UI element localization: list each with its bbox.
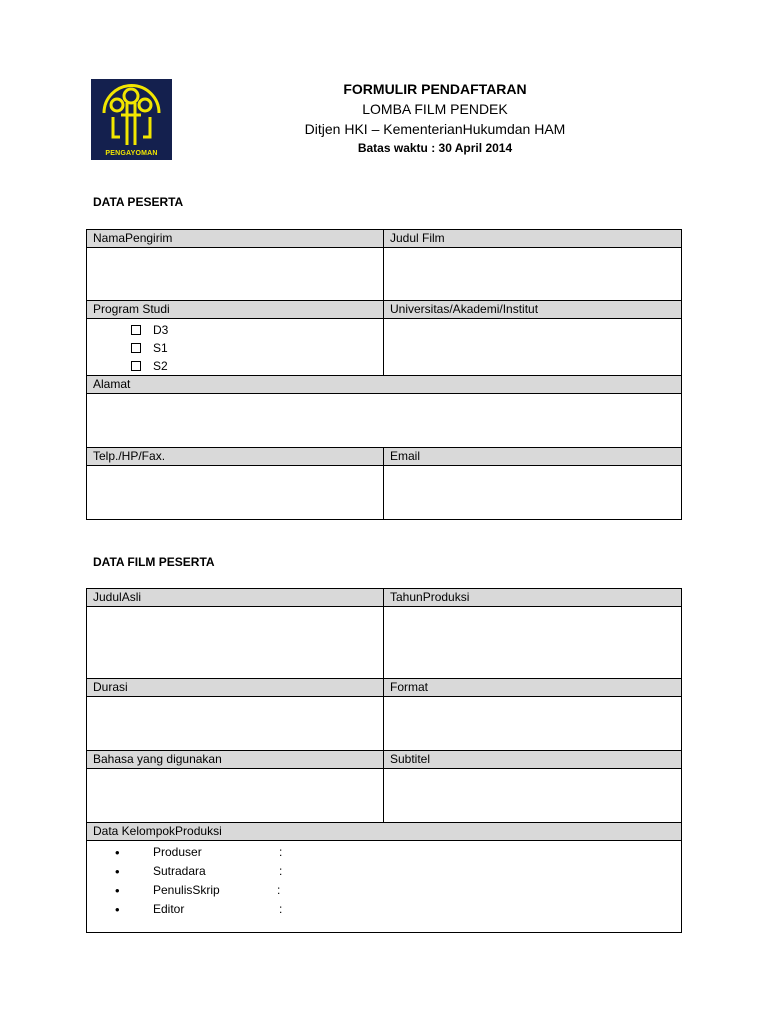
checkbox-icon[interactable] (131, 361, 141, 371)
email-field[interactable] (384, 466, 682, 520)
alamat-field[interactable] (87, 394, 682, 448)
subtitel-field[interactable] (384, 769, 682, 823)
organizer: Ditjen HKI – KementerianHukumdan HAM (304, 121, 566, 137)
program-option-s1[interactable]: S1 (131, 339, 377, 357)
section-data-peserta-heading: DATA PESERTA (93, 195, 184, 209)
judul-film-field[interactable] (384, 248, 682, 301)
crew-penulis-skrip: • PenulisSkrip : (115, 883, 281, 898)
logo-caption: PENGAYOMAN (105, 150, 158, 157)
bullet-icon: • (115, 902, 120, 917)
participant-table (86, 229, 682, 520)
nama-pengirim-field[interactable] (87, 248, 384, 301)
judul-asli-label: JudulAsli (87, 589, 384, 607)
crew-editor: • Editor : (115, 902, 283, 917)
bahasa-field[interactable] (87, 769, 384, 823)
program-options (93, 319, 377, 375)
program-studi-field (87, 319, 384, 376)
film-table (86, 588, 682, 933)
durasi-field[interactable] (87, 697, 384, 751)
form-header (240, 80, 630, 157)
section-data-film-heading: DATA FILM PESERTA (93, 555, 215, 569)
tahun-produksi-field[interactable] (384, 607, 682, 679)
email-label: Email (384, 448, 682, 466)
judul-asli-field[interactable] (87, 607, 384, 679)
crew-separator: : (279, 864, 283, 878)
durasi-label: Durasi (87, 679, 384, 697)
crew-separator: : (279, 902, 283, 916)
format-field[interactable] (384, 697, 682, 751)
bullet-icon: • (115, 845, 120, 860)
subtitel-label: Subtitel (384, 751, 682, 769)
program-studi-label: Program Studi (87, 301, 384, 319)
checkbox-icon[interactable] (131, 343, 141, 353)
tahun-produksi-label: TahunProduksi (384, 589, 682, 607)
checkbox-icon[interactable] (131, 325, 141, 335)
bahasa-label: Bahasa yang digunakan (87, 751, 384, 769)
telp-label: Telp./HP/Fax. (87, 448, 384, 466)
pengayoman-emblem-icon (91, 79, 172, 160)
competition-name: LOMBA FILM PENDEK (362, 101, 508, 117)
crew-separator: : (277, 883, 281, 897)
form-title: FORMULIR PENDAFTARAN (343, 81, 527, 97)
format-label: Format (384, 679, 682, 697)
program-option-d3[interactable]: D3 (131, 321, 377, 339)
deadline: Batas waktu : 30 April 2014 (357, 141, 513, 155)
kelompok-produksi-label: Data KelompokProduksi (87, 823, 682, 841)
crew-sutradara: • Sutradara : (115, 864, 283, 879)
crew-list (93, 841, 675, 919)
universitas-field[interactable] (384, 319, 682, 376)
bullet-icon: • (115, 883, 120, 898)
telp-field[interactable] (87, 466, 384, 520)
crew-separator: : (279, 845, 283, 859)
universitas-label: Universitas/Akademi/Institut (384, 301, 682, 319)
kelompok-produksi-field (87, 841, 682, 933)
alamat-label: Alamat (87, 376, 682, 394)
nama-pengirim-label: NamaPengirim (87, 230, 384, 248)
bullet-icon: • (115, 864, 120, 879)
ministry-logo (91, 79, 172, 160)
judul-film-label: Judul Film (384, 230, 682, 248)
crew-produser: • Produser : (115, 845, 283, 860)
program-option-s2[interactable]: S2 (131, 357, 377, 375)
